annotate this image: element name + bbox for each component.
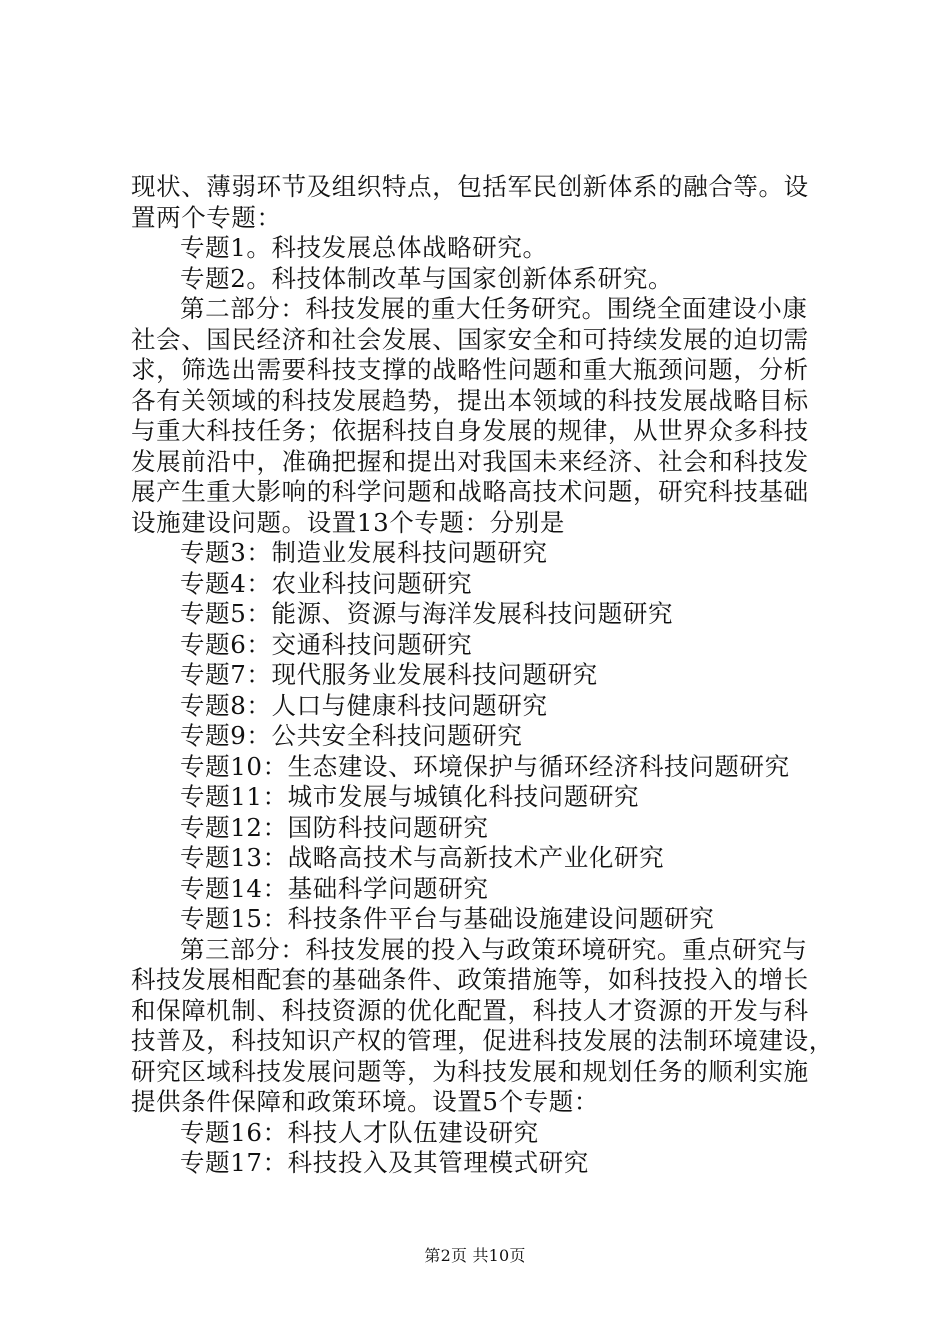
text-line: 专题17：科技投入及其管理模式研究 bbox=[180, 1148, 589, 1177]
text-line: 专题3：制造业发展科技问题研究 bbox=[180, 538, 548, 567]
text-line: 研究区域科技发展问题等，为科技发展和规划任务的顺利实施 bbox=[131, 1056, 809, 1086]
text-line: 置两个专题： bbox=[131, 202, 282, 232]
text-line: 设施建设问题。设置13个专题：分别是 bbox=[131, 507, 565, 537]
text-line: 求，筛选出需要科技支撑的战略性问题和重大瓶颈问题，分析 bbox=[131, 355, 809, 384]
text-line: 专题7：现代服务业发展科技问题研究 bbox=[180, 660, 598, 689]
text-line: 展产生重大影响的科学问题和战略高技术问题，研究科技基础 bbox=[131, 477, 809, 506]
text-line: 第二部分：科技发展的重大任务研究。围绕全面建设小康 bbox=[180, 294, 808, 323]
text-line: 专题6：交通科技问题研究 bbox=[180, 629, 473, 659]
text-line: 和保障机制、科技资源的优化配置，科技人才资源的开发与科 bbox=[131, 995, 809, 1025]
text-line: 专题12：国防科技问题研究 bbox=[180, 812, 489, 842]
page-footer: 第2页 共10页 bbox=[424, 1246, 526, 1265]
text-line: 专题14：基础科学问题研究 bbox=[180, 873, 489, 903]
document-body bbox=[131, 172, 834, 1179]
text-line: 科技发展相配套的基础条件、政策措施等，如科技投入的增长 bbox=[131, 965, 809, 994]
text-line: 第三部分：科技发展的投入与政策环境研究。重点研究与 bbox=[180, 934, 808, 964]
text-line: 专题2。科技体制改革与国家创新体系研究。 bbox=[180, 263, 674, 293]
text-line: 专题10：生态建设、环境保护与循环经济科技问题研究 bbox=[180, 751, 790, 781]
text-line: 与重大科技任务；依据科技自身发展的规律，从世界众多科技 bbox=[131, 416, 809, 445]
text-line: 技普及，科技知识产权的管理，促进科技发展的法制环境建设， bbox=[131, 1026, 834, 1055]
text-line: 各有关领域的科技发展趋势，提出本领域的科技发展战略目标 bbox=[131, 385, 809, 415]
text-line: 专题4：农业科技问题研究 bbox=[180, 568, 473, 598]
text-line: 专题13：战略高技术与高新技术产业化研究 bbox=[180, 843, 665, 872]
text-line: 现状、薄弱环节及组织特点，包括军民创新体系的融合等。设 bbox=[131, 172, 809, 201]
text-line: 专题9：公共安全科技问题研究 bbox=[180, 721, 523, 750]
text-line: 专题1。科技发展总体战略研究。 bbox=[180, 233, 548, 262]
text-line: 专题8：人口与健康科技问题研究 bbox=[180, 690, 548, 720]
text-line: 发展前沿中，准确把握和提出对我国未来经济、社会和科技发 bbox=[131, 446, 809, 476]
text-line: 专题16：科技人才队伍建设研究 bbox=[180, 1117, 539, 1147]
text-line: 专题15：科技条件平台与基础设施建设问题研究 bbox=[180, 904, 715, 933]
text-line: 专题5：能源、资源与海洋发展科技问题研究 bbox=[180, 599, 674, 628]
text-line: 提供条件保障和政策环境。设置5个专题： bbox=[131, 1087, 599, 1116]
text-line: 专题11：城市发展与城镇化科技问题研究 bbox=[180, 782, 640, 811]
text-line: 社会、国民经济和社会发展、国家安全和可持续发展的迫切需 bbox=[131, 324, 809, 354]
